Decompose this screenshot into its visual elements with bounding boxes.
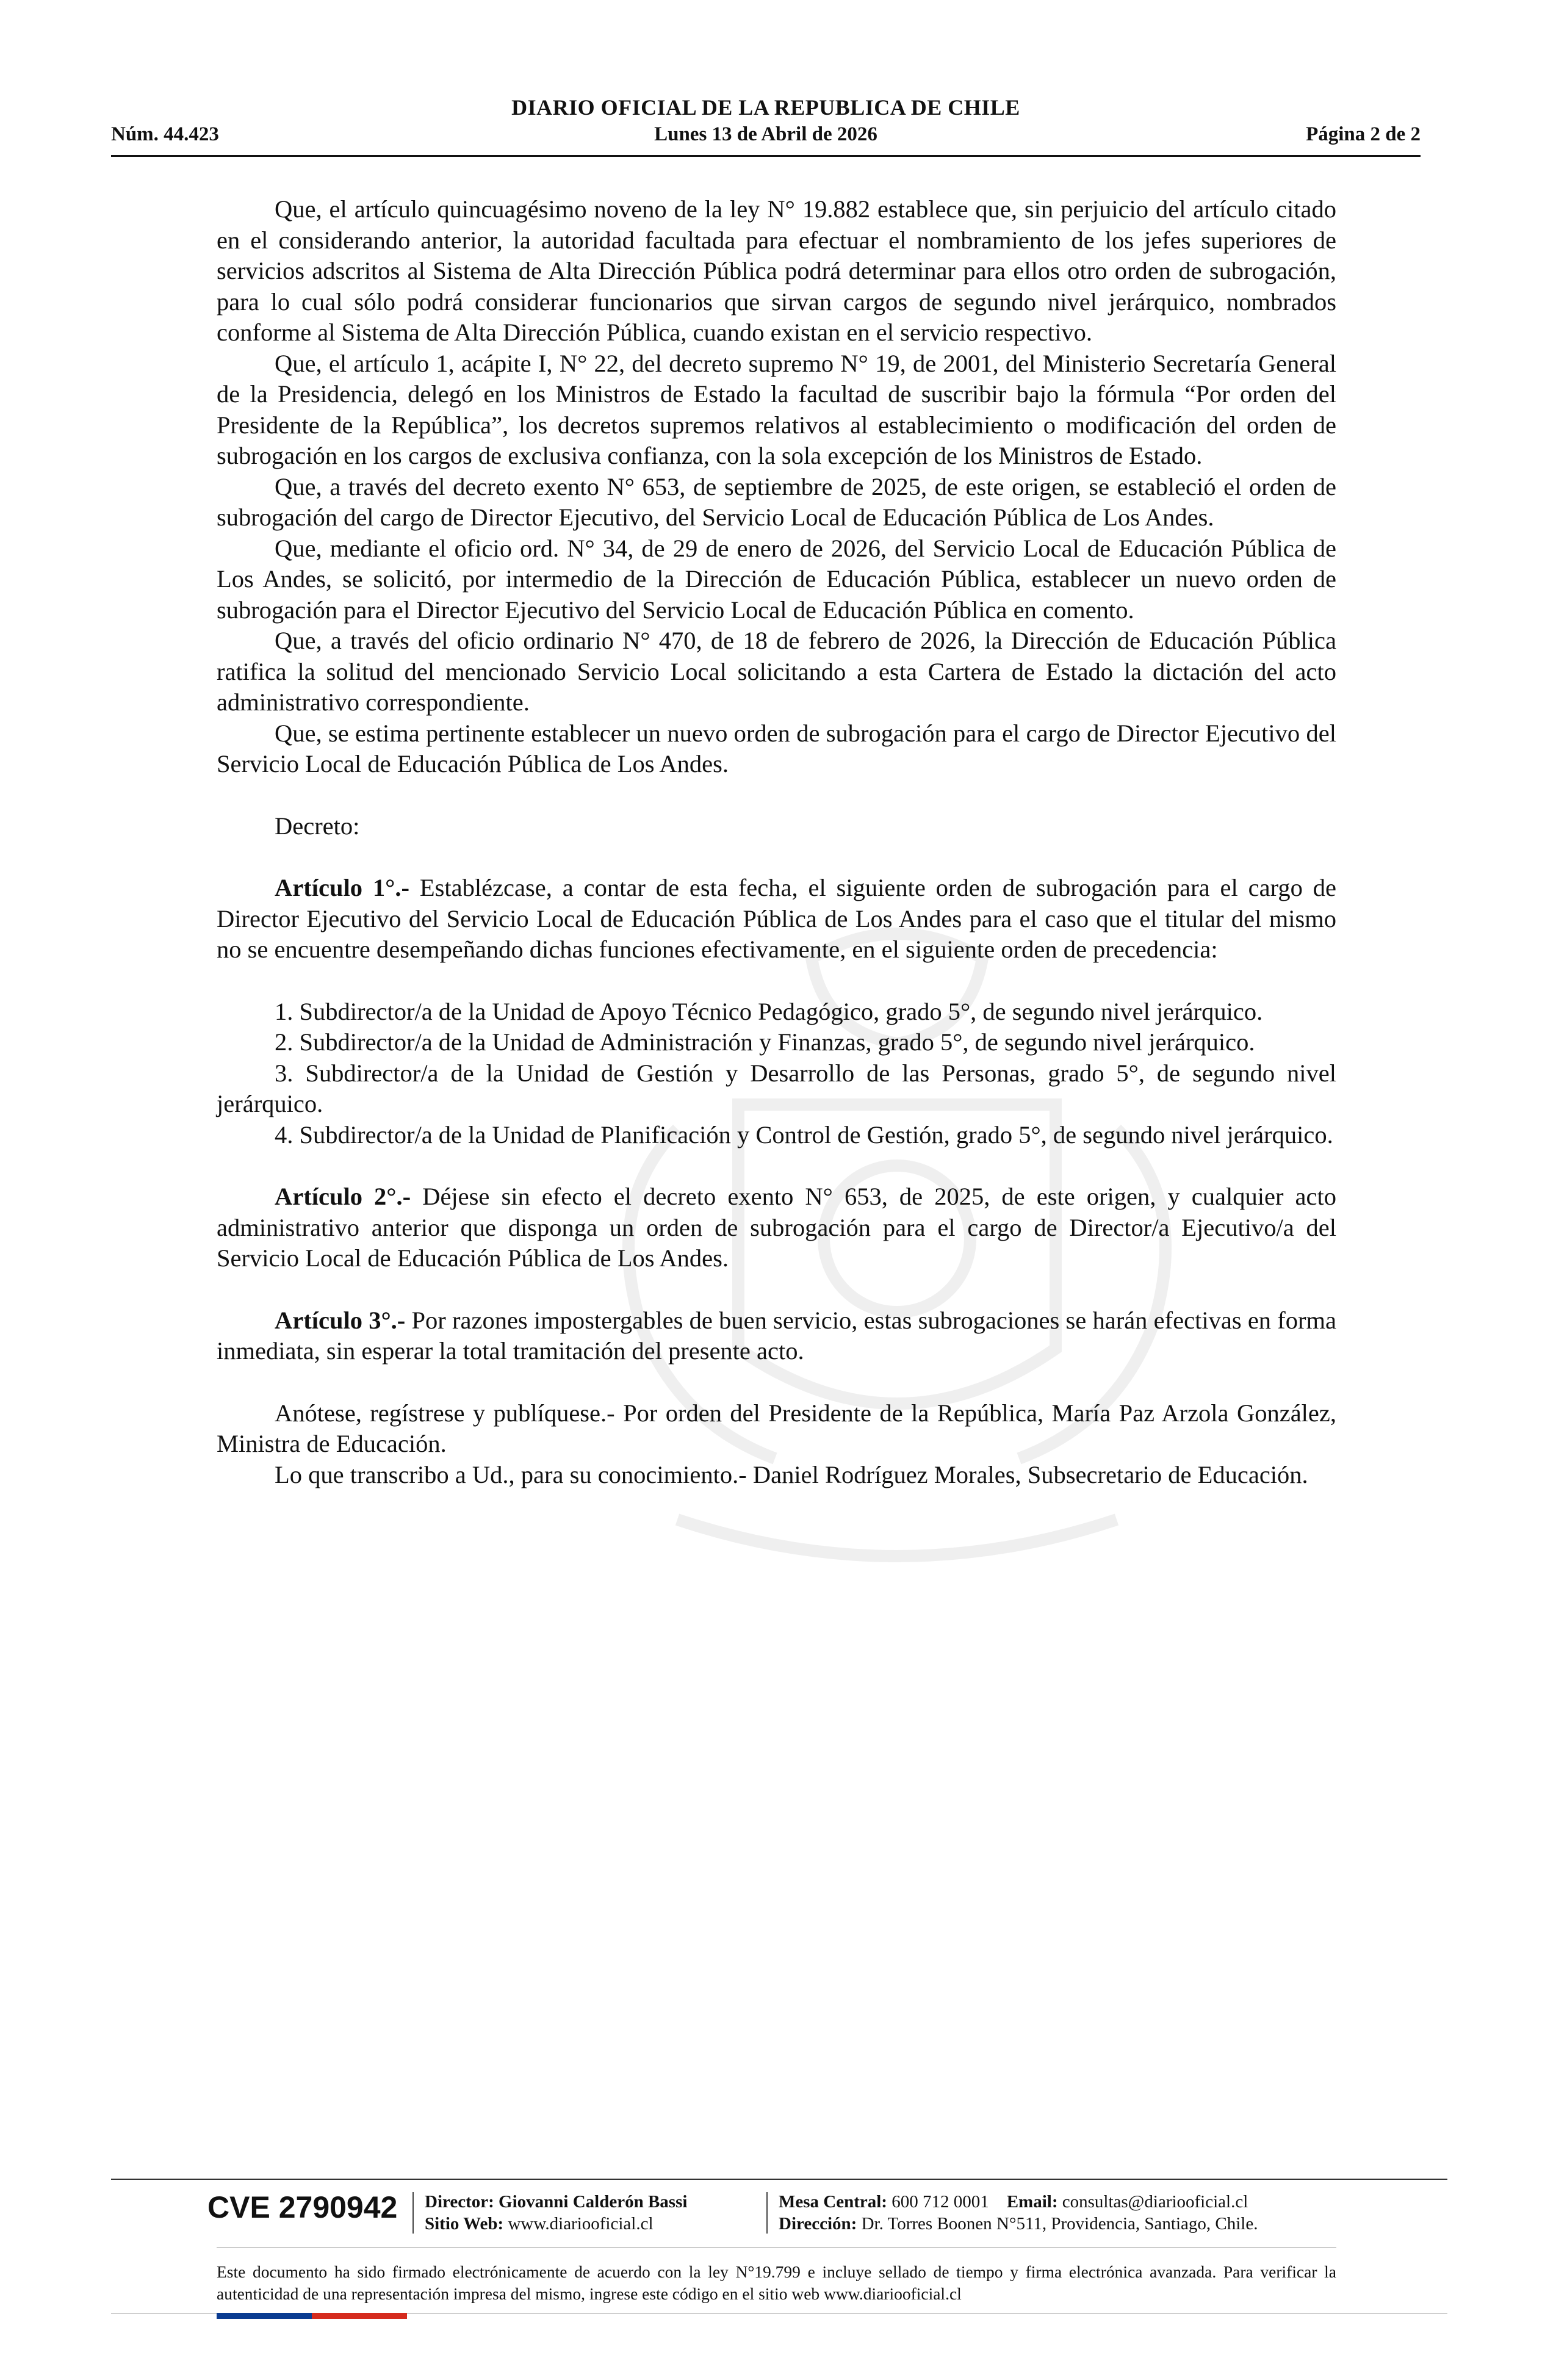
footer-contact-block — [779, 2191, 1258, 2235]
footer-top-divider — [111, 2179, 1447, 2180]
footer-separator — [412, 2192, 414, 2234]
newspaper-title: DIARIO OFICIAL DE LA REPUBLICA DE CHILE — [511, 95, 1020, 120]
article-2-text: Déjese sin efecto el decreto exento N° 653, de 2025, de este origen, y cualquier acto administrativo anterior que disponga un orden de subrogación para el cargo de Director/a Ejecutivo/a del Servicio Local de Educación Pública de Los Andes. — [217, 1183, 1336, 1272]
issue-date: Lunes 13 de Abril de 2026 — [654, 123, 877, 145]
email-label: Email: — [1006, 2192, 1058, 2212]
document-body — [217, 194, 1336, 1490]
paragraph-considerando-6: Que, se estima pertinente establecer un nuevo orden de subrogación para el cargo de Director Ejecutivo del Servicio Local de Educación Pública de Los Andes. — [217, 719, 1336, 777]
website-value[interactable]: www.diariooficial.cl — [503, 2214, 654, 2234]
article-2 — [217, 1181, 1336, 1274]
mesa-central-value: 600 712 0001 — [887, 2192, 989, 2212]
paragraph-considerando-3: Que, a través del decreto exento N° 653, de septiembre de 2025, de este origen, se estableció el orden de subrogación del cargo de Director Ejecutivo, del Servicio Local de Educación Pública de Los Andes. — [217, 472, 1336, 531]
footer-director-block — [425, 2191, 687, 2235]
closing-paragraph-1: Anótese, regístrese y publíquese.- Por orden del Presidente de la República, María Paz Arzola González, Ministra de Educación. — [217, 1399, 1336, 1457]
paragraph-considerando-1: Que, el artículo quincuagésimo noveno de la ley N° 19.882 establece que, sin perjuicio del artículo citado en el considerando anterior, la autoridad facultada para efectuar el nombramiento de los jefes superiores de servicios adscritos al Sistema de Alta Dirección Pública podrá determinar para ellos otro orden de subrogación, para lo cual sólo podrá considerar funcionarios que sirvan cargos de segundo nivel jerárquico, nombrados conforme al Sistema de Alta Dirección Pública, cuando existan en el servicio respectivo. — [217, 195, 1336, 346]
paragraph-considerando-4: Que, mediante el oficio ord. N° 34, de 29 de enero de 2026, del Servicio Local de Educación Pública de Los Andes, se solicitó, por intermedio de la Dirección de Educación Pública, establecer un nuevo orden de subrogación para el Director Ejecutivo del Servicio Local de Educación Pública en comento. — [217, 534, 1336, 624]
article-1 — [217, 873, 1336, 965]
header-divider — [111, 155, 1421, 157]
list-item: 1. Subdirector/a de la Unidad de Apoyo Técnico Pedagógico, grado 5°, de segundo nivel jerárquico. — [275, 997, 1263, 1025]
closing-paragraph-2: Lo que transcribo a Ud., para su conocimiento.- Daniel Rodríguez Morales, Subsecretario de Educación. — [275, 1460, 1308, 1488]
cve-code: CVE 2790942 — [207, 2190, 398, 2224]
address-label: Dirección: — [779, 2214, 857, 2234]
list-item: 4. Subdirector/a de la Unidad de Planificación y Control de Gestión, grado 5°, de segundo nivel jerárquico. — [275, 1120, 1333, 1149]
page-number: Página 2 de 2 — [1306, 123, 1421, 145]
address-value: Dr. Torres Boonen N°511, Providencia, Santiago, Chile. — [857, 2214, 1258, 2234]
article-3-text: Por razones impostergables de buen servicio, estas subrogaciones se harán efectivas en forma inmediata, sin esperar la total tramitación del presente acto. — [217, 1306, 1336, 1365]
paragraph-considerando-5: Que, a través del oficio ordinario N° 470, de 18 de febrero de 2026, la Dirección de Educación Pública ratifica la solitud del mencionado Servicio Local solicitando a esta Cartera de Estado la dictación del acto administrativo correspondiente. — [217, 627, 1336, 716]
paragraph-considerando-2: Que, el artículo 1, acápite I, N° 22, del decreto supremo N° 19, de 2001, del Ministerio Secretaría General de la Presidencia, delegó en los Ministros de Estado la facultad de suscribir bajo la fórmula “Por orden del Presidente de la República”, los decretos supremos relativos al establecimiento o modificación del orden de subrogación en los cargos de exclusiva confianza, con la sola excepción de los Ministros de Estado. — [217, 349, 1336, 469]
footer-separator — [766, 2192, 768, 2234]
chile-flag-stripe — [217, 2313, 407, 2319]
issue-number: Núm. 44.423 — [111, 123, 219, 145]
email-value[interactable]: consultas@diariooficial.cl — [1057, 2192, 1248, 2212]
list-item: 3. Subdirector/a de la Unidad de Gestión y Desarrollo de las Personas, grado 5°, de segundo nivel jerárquico. — [217, 1059, 1336, 1117]
mesa-central-label: Mesa Central: — [779, 2192, 887, 2212]
flag-red-segment — [312, 2313, 407, 2319]
list-item: 2. Subdirector/a de la Unidad de Administración y Finanzas, grado 5°, de segundo nivel jerárquico. — [275, 1028, 1255, 1056]
article-3 — [217, 1305, 1336, 1367]
flag-blue-segment — [217, 2313, 312, 2319]
director-label: Director: — [425, 2192, 494, 2212]
article-2-label: Artículo 2°.- — [275, 1183, 411, 1210]
website-label: Sitio Web: — [425, 2214, 504, 2234]
director-value: Giovanni Calderón Bassi — [494, 2192, 688, 2212]
article-3-label: Artículo 3°.- — [275, 1306, 406, 1334]
article-1-label: Artículo 1°.- — [275, 874, 409, 901]
electronic-signature-note: Este documento ha sido firmado electrónicamente de acuerdo con la ley N°19.799 e incluye sellado de tiempo y firma electrónica avanzada. Para verificar la autenticidad de una representación impresa del mismo, ingrese este código en el sitio web www.diariooficial.cl — [217, 2262, 1336, 2303]
decreto-heading: Decreto: — [275, 812, 360, 840]
article-1-text: Establézcase, a contar de esta fecha, el siguiente orden de subrogación para el cargo de Director Ejecutivo del Servicio Local de Educación Pública de Los Andes para el caso que el titular del mismo no se encuentre desempeñando dichas funciones efectivamente, en el siguiente orden de precedencia: — [217, 874, 1336, 963]
